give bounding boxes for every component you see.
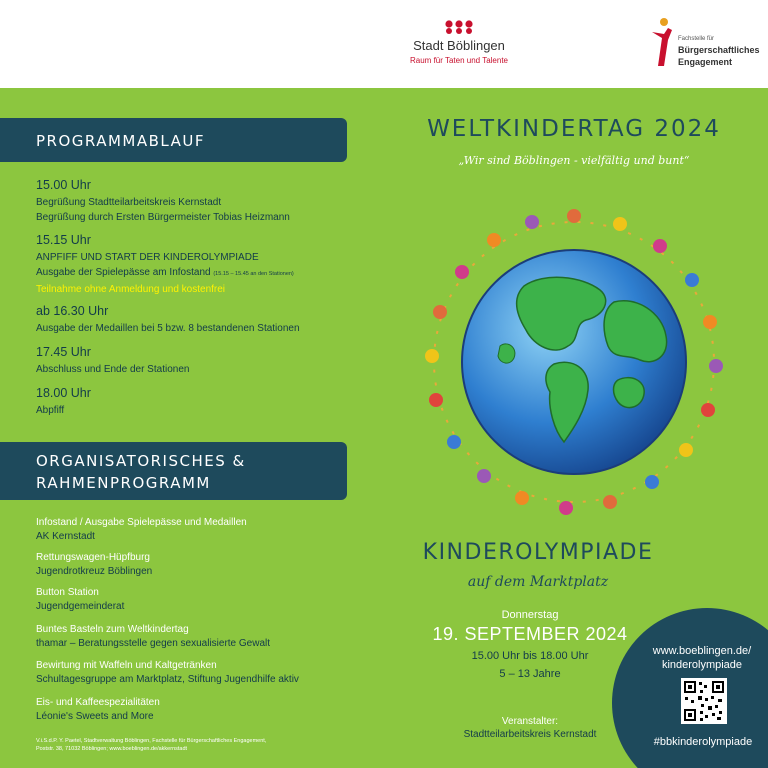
event-location: auf dem Marktplatz — [467, 574, 609, 590]
schedule-time: 15.15 Uhr — [36, 233, 91, 247]
schedule-time: ab 16.30 Uhr — [36, 304, 109, 318]
org-item-title: Eis- und Kaffeespezialitäten — [36, 697, 160, 708]
event-date: 19. SEPTEMBER 2024 — [432, 624, 628, 644]
logo-dots-icon — [444, 20, 474, 34]
fachstelle-logo — [648, 16, 768, 72]
org-item — [36, 623, 366, 651]
schedule-desc-note: (15.15 – 15.45 an den Stationen) — [213, 271, 294, 277]
imprint-line: V.i.S.d.P. Y. Paetel, Stadtverwaltung Böblingen, Fachstelle für Bürgerschaftliches Engagement, — [36, 738, 267, 744]
imprint-line: Poststr. 38, 71032 Böblingen; www.boeblingen.de/akkernstadt — [36, 746, 188, 752]
stadt-boeblingen-logo — [404, 20, 514, 70]
fachstelle-line2: Engagement — [678, 57, 733, 67]
org-item — [36, 586, 366, 614]
website-line1: www.boeblingen.de/ — [652, 645, 752, 657]
website-link[interactable] — [622, 644, 768, 672]
org-item-title: Bewirtung mit Waffeln und Kaltgetränken — [36, 660, 217, 671]
org-item-title: Buntes Basteln zum Weltkindertag — [36, 624, 189, 635]
schedule-time: 18.00 Uhr — [36, 386, 91, 400]
org-item — [36, 551, 366, 579]
schedule-item — [36, 386, 356, 418]
event-time: 15.00 Uhr bis 18.00 Uhr — [471, 650, 589, 662]
schedule-desc: Abpfiff — [36, 405, 65, 416]
schedule-item — [36, 304, 356, 336]
schedule-item — [36, 233, 356, 297]
schedule-desc: Ausgabe der Medaillen bei 5 bzw. 8 bestandenen Stationen — [36, 323, 300, 334]
organizer-name: Stadtteilarbeitskreis Kernstadt — [463, 729, 597, 740]
hashtag: #bbkinderolympiade — [653, 736, 753, 748]
org-item — [36, 516, 366, 544]
flyer-body — [0, 88, 768, 768]
schedule-desc — [36, 265, 356, 282]
schedule-desc: Begrüßung Stadtteilarbeitskreis Kernstadt — [36, 197, 222, 208]
imprint — [36, 737, 336, 753]
organisation-heading-line2: RAHMENPROGRAMM — [36, 474, 211, 492]
kinderolympiade-title: KINDEROLYMPIADE — [422, 540, 654, 565]
organizer-label: Veranstalter: — [501, 716, 559, 727]
qr-code-icon[interactable] — [681, 678, 727, 724]
stadt-claim: Raum für Taten und Talente — [410, 56, 508, 65]
schedule-item — [36, 345, 356, 377]
organizer — [430, 715, 630, 741]
header-bar — [0, 0, 768, 88]
org-item-body: Jugendrotkreuz Böblingen — [36, 566, 153, 577]
fachstelle-small: Fachstelle für — [678, 36, 715, 42]
free-participation-note: Teilnahme ohne Anmeldung und kostenfrei — [36, 284, 226, 295]
figure-logo-icon — [648, 16, 674, 68]
event-ages: 5 – 13 Jahre — [499, 668, 561, 680]
org-item-body: Schultagesgruppe am Marktplatz, Stiftung Jugendhilfe aktiv — [36, 674, 299, 685]
schedule-desc: ANPFIFF UND START DER KINDEROLYMPIADE — [36, 252, 259, 263]
org-item-title: Infostand / Ausgabe Spielepässe und Medaillen — [36, 517, 247, 528]
org-item-title: Button Station — [36, 587, 99, 598]
schedule-desc: Abschluss und Ende der Stationen — [36, 364, 190, 375]
organisation-heading-line1: ORGANISATORISCHES & — [36, 452, 246, 470]
schedule-item — [36, 178, 356, 225]
event-title: WELTKINDERTAG 2024 — [427, 116, 721, 142]
org-item-body: Jugendgemeinderat — [36, 601, 125, 612]
org-item-body: AK Kernstadt — [36, 531, 95, 542]
fachstelle-line1: Bürgerschaftliches — [678, 45, 760, 55]
programm-heading: PROGRAMMABLAUF — [0, 118, 347, 162]
org-item — [36, 696, 366, 724]
org-item-body: Léonie's Sweets and More — [36, 711, 154, 722]
org-item-title: Rettungswagen-Hüpfburg — [36, 552, 150, 563]
stadt-name: Stadt Böblingen — [413, 38, 505, 53]
schedule-time: 17.45 Uhr — [36, 345, 91, 359]
schedule-desc-main: Ausgabe der Spielepässe am Infostand — [36, 267, 211, 278]
website-line2: kinderolympiade — [661, 659, 743, 671]
org-item — [36, 659, 366, 687]
org-item-body: thamar – Beratungsstelle gegen sexualisierte Gewalt — [36, 638, 271, 649]
earth-children-illustration — [404, 196, 744, 528]
event-weekday: Donnerstag — [501, 609, 559, 621]
organisation-heading — [0, 442, 347, 500]
schedule-time: 15.00 Uhr — [36, 178, 91, 192]
schedule-desc: Begrüßung durch Ersten Bürgermeister Tobias Heizmann — [36, 212, 290, 223]
event-motto: „Wir sind Böblingen - vielfältig und bunt“ — [458, 154, 690, 167]
